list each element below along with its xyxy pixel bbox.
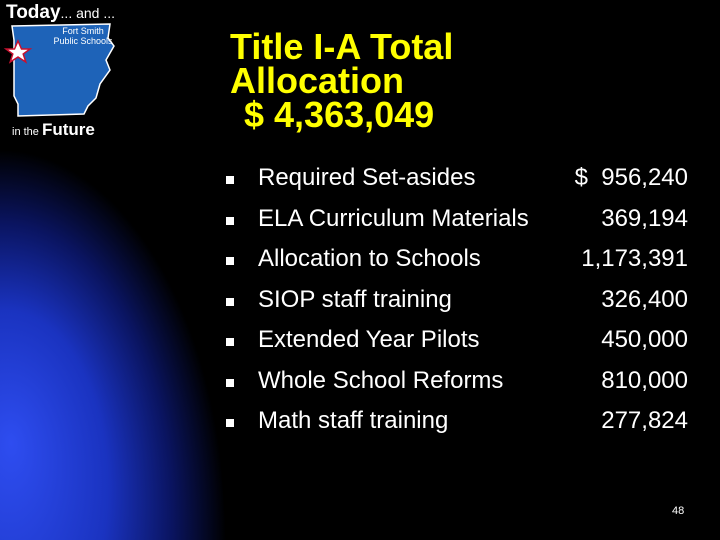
item-label: Extended Year Pilots: [258, 326, 480, 353]
list-item: [226, 403, 696, 444]
item-label: Allocation to Schools: [258, 245, 481, 272]
logo-today-word: Today: [6, 2, 61, 23]
item-value: 277,824: [601, 407, 688, 434]
allocation-list: [226, 160, 696, 444]
logo-future: Future: [41, 120, 95, 139]
list-item: [226, 241, 696, 282]
item-label: ELA Curriculum Materials: [258, 204, 529, 232]
square-bullet-icon: [226, 176, 234, 184]
title-amount: $ 4,363,049: [244, 94, 435, 135]
logo-in-the: in the: [12, 126, 39, 138]
item-label: Required Set-asides: [258, 164, 476, 191]
item-label: Whole School Reforms: [258, 366, 504, 394]
item-value: 1,173,391: [581, 245, 688, 272]
logo-today-suffix: ... and ...: [60, 5, 116, 21]
logo-tagline: [12, 120, 95, 140]
page-number: 48: [672, 505, 685, 517]
item-value: $ 956,240: [574, 164, 688, 191]
list-item: [226, 282, 696, 323]
item-value: 369,194: [601, 204, 688, 232]
fort-smith-logo: [0, 0, 125, 145]
list-item: [226, 201, 696, 242]
title-line-1: Title I-A Total: [230, 26, 454, 67]
square-bullet-icon: [226, 338, 234, 346]
list-item: [226, 363, 696, 404]
square-bullet-icon: [226, 257, 234, 265]
square-bullet-icon: [226, 217, 234, 225]
item-label: Math staff training: [258, 407, 449, 434]
slide-title: [230, 26, 454, 135]
logo-org-name: Fort Smith Public Schools: [53, 26, 113, 46]
item-value: 810,000: [601, 366, 688, 394]
square-bullet-icon: [226, 419, 234, 427]
square-bullet-icon: [226, 298, 234, 306]
item-value: 326,400: [601, 285, 688, 313]
item-label: SIOP staff training: [258, 285, 452, 313]
list-item: [226, 160, 696, 201]
item-value: 450,000: [601, 326, 688, 353]
square-bullet-icon: [226, 379, 234, 387]
title-line-2: Allocation: [230, 60, 405, 101]
list-item: [226, 322, 696, 363]
